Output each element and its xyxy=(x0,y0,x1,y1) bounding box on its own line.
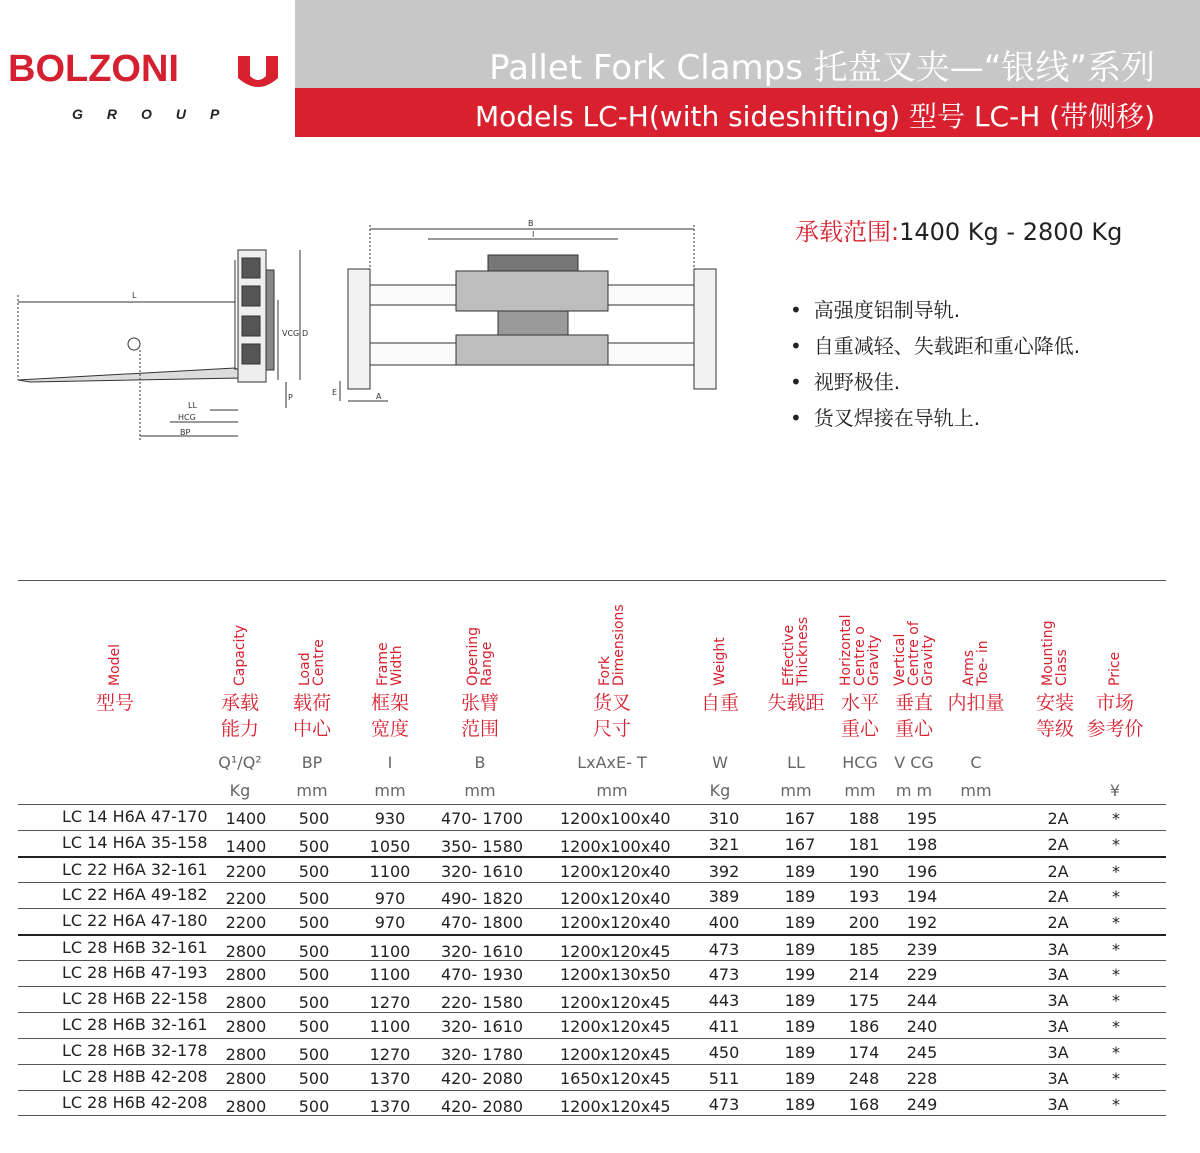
column-header-en-line: Opening xyxy=(465,626,481,686)
table-cell: 420- 2080 xyxy=(440,1069,524,1088)
table-cell: 490- 1820 xyxy=(440,889,524,908)
table-cell: 3A xyxy=(1047,1095,1069,1114)
table-cell: 470- 1800 xyxy=(440,913,524,932)
column-unit: mm xyxy=(960,781,992,800)
table-row xyxy=(18,908,1166,934)
table-cell: 245 xyxy=(906,1043,938,1062)
column-header-en xyxy=(893,586,935,686)
table-cell: 500 xyxy=(298,837,330,856)
column-header-en-line: Arms xyxy=(961,649,977,686)
column-header-cn: 失载距 xyxy=(767,692,825,714)
column-symbol: HCG xyxy=(842,753,878,772)
table-cell: 249 xyxy=(906,1095,938,1114)
table-cell: * xyxy=(1112,1069,1120,1088)
table-cell: 3A xyxy=(1047,1043,1069,1062)
table-cell: * xyxy=(1112,887,1120,906)
column-header-cn: 自重 xyxy=(700,692,739,714)
table-cell: 389 xyxy=(708,887,740,906)
table-cell: 970 xyxy=(374,913,406,932)
dim-HCG: HCG xyxy=(178,413,196,422)
table-cell: 500 xyxy=(298,809,330,828)
table-cell: 1100 xyxy=(369,965,411,984)
column-header-en-line: Mounting xyxy=(1040,620,1056,686)
table-cell: 229 xyxy=(906,965,938,984)
model-cell: LC 28 H6B 22-158 xyxy=(62,989,208,1008)
table-cell: 350- 1580 xyxy=(440,837,524,856)
table-row xyxy=(18,934,1166,960)
column-header-en-line: Thickness xyxy=(795,616,811,686)
dim-I: I xyxy=(532,230,535,239)
table-row xyxy=(18,882,1166,908)
column-header-en-line: Effective xyxy=(781,624,797,686)
table-cell: 192 xyxy=(906,913,938,932)
column-symbol: C xyxy=(970,753,982,772)
column-header-cn: 水平 重心 xyxy=(840,692,879,740)
brand-group: GROUP xyxy=(72,106,244,122)
column-unit: mm xyxy=(464,781,496,800)
model-cell: LC 28 H6B 32-161 xyxy=(62,1015,208,1034)
column-header-en xyxy=(782,586,810,686)
table-cell: 167 xyxy=(784,835,816,854)
table-cell: 511 xyxy=(708,1069,740,1088)
table-cell: 2A xyxy=(1047,862,1069,881)
table-row xyxy=(18,986,1166,1012)
side-view-drawing xyxy=(10,240,310,450)
table-cell: * xyxy=(1112,1043,1120,1062)
table-cell: 2200 xyxy=(225,862,267,881)
table-cell: * xyxy=(1112,809,1120,828)
table-cell: 189 xyxy=(784,940,816,959)
column-header-en-line: Range xyxy=(479,641,495,686)
table-row xyxy=(18,830,1166,856)
table-cell: 193 xyxy=(848,887,880,906)
table-cell: 1100 xyxy=(369,1017,411,1036)
model-cell: LC 22 H6A 47-180 xyxy=(62,911,208,930)
table-cell: 500 xyxy=(298,965,330,984)
model-cell: LC 28 H6B 47-193 xyxy=(62,963,208,982)
table-cell: 2A xyxy=(1047,835,1069,854)
table-cell: 189 xyxy=(784,1017,816,1036)
table-cell: 185 xyxy=(848,940,880,959)
model-cell: LC 14 H6A 35-158 xyxy=(62,833,208,852)
column-header-cn: 载荷 中心 xyxy=(292,692,331,740)
table-cell: 1200x100x40 xyxy=(560,837,671,856)
column-header-en-line: Toe- in xyxy=(975,640,991,686)
table-cell: 239 xyxy=(906,940,938,959)
table-cell: 2800 xyxy=(225,1097,267,1116)
column-header-cn: 货叉 尺寸 xyxy=(592,692,631,740)
model-cell: LC 22 H6A 49-182 xyxy=(62,885,208,904)
table-cell: 2200 xyxy=(225,913,267,932)
column-unit: ¥ xyxy=(1109,781,1121,800)
table-cell: 189 xyxy=(784,913,816,932)
dim-P: P xyxy=(288,393,293,402)
table-cell: 3A xyxy=(1047,1069,1069,1088)
page-title: Pallet Fork Clamps 托盘叉夹—“银线”系列 xyxy=(489,48,1155,88)
column-header-cn: 型号 xyxy=(95,692,134,714)
table-cell: 189 xyxy=(784,1095,816,1114)
column-symbol: LxAxE- T xyxy=(577,753,647,772)
table-cell: 1400 xyxy=(225,837,267,856)
column-header-cn: 张臂 范围 xyxy=(460,692,499,740)
column-unit: m m xyxy=(895,781,933,800)
column-header-en xyxy=(298,586,326,686)
column-header-cn: 框架 宽度 xyxy=(370,692,409,740)
table-cell: 2A xyxy=(1047,809,1069,828)
table-row xyxy=(18,1064,1166,1090)
table-cell: * xyxy=(1112,1095,1120,1114)
model-cell: LC 14 H6A 47-170 xyxy=(62,807,208,826)
table-row xyxy=(18,1038,1166,1064)
table-cell: 248 xyxy=(848,1069,880,1088)
column-header-en-line: Model xyxy=(107,643,123,686)
dim-E: E xyxy=(332,388,338,397)
column-symbol: I xyxy=(387,753,393,772)
column-header-cn: 内扣量 xyxy=(947,692,1005,714)
column-header-en-line: Class xyxy=(1054,649,1070,686)
table-cell: 2800 xyxy=(225,942,267,961)
table-cell: 244 xyxy=(906,991,938,1010)
column-header-en xyxy=(233,586,247,686)
feature-list xyxy=(790,292,1080,436)
column-header-en-line: Gravity xyxy=(920,634,936,686)
column-header-en xyxy=(839,586,881,686)
table-cell: 181 xyxy=(848,835,880,854)
table-cell: 450 xyxy=(708,1043,740,1062)
table-cell: 500 xyxy=(298,1045,330,1064)
table-cell: 195 xyxy=(906,809,938,828)
spec-table xyxy=(18,804,1166,1116)
column-unit: mm xyxy=(596,781,628,800)
table-cell: 500 xyxy=(298,942,330,961)
column-header-en-line: Price xyxy=(1107,651,1123,686)
column-header-cn: 市场 参考价 xyxy=(1086,692,1144,740)
column-unit: mm xyxy=(780,781,812,800)
table-cell: 470- 1930 xyxy=(440,965,524,984)
feature-item: • 视野极佳. xyxy=(790,364,1080,400)
column-header-en-line: Dimensions xyxy=(611,604,627,686)
table-cell: 240 xyxy=(906,1017,938,1036)
column-header-en xyxy=(1041,586,1069,686)
table-cell: 168 xyxy=(848,1095,880,1114)
load-range-value: 1400 Kg - 2800 Kg xyxy=(899,218,1123,246)
column-header-en-line: Frame xyxy=(375,642,391,686)
column-symbol: V CG xyxy=(894,753,934,772)
feature-item: • 高强度铝制导轨. xyxy=(790,292,1080,328)
table-cell: 190 xyxy=(848,862,880,881)
table-cell: 174 xyxy=(848,1043,880,1062)
dim-VCG: VCG xyxy=(282,329,300,338)
table-cell: 1370 xyxy=(369,1097,411,1116)
table-cell: * xyxy=(1112,913,1120,932)
column-symbol: LL xyxy=(787,753,805,772)
table-cell: 3A xyxy=(1047,991,1069,1010)
table-cell: 500 xyxy=(298,1069,330,1088)
table-cell: 196 xyxy=(906,862,938,881)
feature-item: • 货叉焊接在导轨上. xyxy=(790,400,1080,436)
column-header-en xyxy=(1108,586,1122,686)
column-unit: mm xyxy=(844,781,876,800)
table-cell: 3A xyxy=(1047,1017,1069,1036)
column-header-en-line: Centre xyxy=(311,639,327,686)
model-cell: LC 28 H8B 42-208 xyxy=(62,1067,208,1086)
table-cell: 2A xyxy=(1047,913,1069,932)
table-cell: 175 xyxy=(848,991,880,1010)
table-cell: 392 xyxy=(708,862,740,881)
page-subtitle: Models LC-H(with sideshifting) 型号 LC-H (带侧移) xyxy=(475,100,1155,133)
model-cell: LC 28 H6B 32-178 xyxy=(62,1041,208,1060)
table-cell: 189 xyxy=(784,1043,816,1062)
table-cell: 970 xyxy=(374,889,406,908)
model-cell: LC 28 H6B 42-208 xyxy=(62,1093,208,1112)
dim-BP: BP xyxy=(180,428,191,437)
dim-D: D xyxy=(302,329,309,338)
brand-name: BOLZONI xyxy=(8,48,179,90)
column-header-en-line: Centre o xyxy=(852,626,868,686)
top-view-drawing xyxy=(328,215,728,410)
table-cell: 473 xyxy=(708,1095,740,1114)
column-symbol: BP xyxy=(301,753,323,772)
table-cell: * xyxy=(1112,991,1120,1010)
table-cell: 198 xyxy=(906,835,938,854)
table-cell: 220- 1580 xyxy=(440,993,524,1012)
model-cell: LC 22 H6A 32-161 xyxy=(62,860,208,879)
load-range-label: 承载范围: xyxy=(795,218,900,246)
table-cell: 1050 xyxy=(369,837,411,856)
column-header-en-line: Centre of xyxy=(906,621,922,686)
column-symbol: Q¹/Q² xyxy=(218,753,262,772)
table-cell: 200 xyxy=(848,913,880,932)
load-range xyxy=(795,212,1122,247)
table-cell: 321 xyxy=(708,835,740,854)
table-cell: 500 xyxy=(298,862,330,881)
table-cell: 473 xyxy=(708,940,740,959)
table-cell: 3A xyxy=(1047,965,1069,984)
column-unit: Kg xyxy=(229,781,251,800)
table-cell: 1200x120x45 xyxy=(560,1045,671,1064)
brand-logo xyxy=(0,0,295,137)
table-cell: 2A xyxy=(1047,887,1069,906)
table-cell: 320- 1610 xyxy=(440,1017,524,1036)
column-header-en xyxy=(376,586,404,686)
table-cell: 500 xyxy=(298,1017,330,1036)
column-header-en-line: Horizontal xyxy=(838,614,854,686)
table-cell: 194 xyxy=(906,887,938,906)
feature-item: • 自重减轻、失载距和重心降低. xyxy=(790,328,1080,364)
table-cell: 1270 xyxy=(369,993,411,1012)
table-cell: 1200x120x45 xyxy=(560,1017,671,1036)
table-cell: * xyxy=(1112,1017,1120,1036)
table-cell: 2200 xyxy=(225,889,267,908)
table-cell: 189 xyxy=(784,862,816,881)
column-unit: mm xyxy=(374,781,406,800)
table-cell: 1200x130x50 xyxy=(560,965,671,984)
column-header-en-line: Gravity xyxy=(866,634,882,686)
table-cell: 930 xyxy=(374,809,406,828)
table-cell: 189 xyxy=(784,887,816,906)
table-cell: * xyxy=(1112,835,1120,854)
table-cell: 470- 1700 xyxy=(440,809,524,828)
column-header-en xyxy=(962,586,990,686)
table-cell: 400 xyxy=(708,913,740,932)
table-cell: * xyxy=(1112,940,1120,959)
column-header-en xyxy=(466,586,494,686)
table-cell: 188 xyxy=(848,809,880,828)
table-row xyxy=(18,856,1166,882)
column-header-en xyxy=(713,586,727,686)
table-row xyxy=(18,1090,1166,1116)
table-cell: * xyxy=(1112,965,1120,984)
table-cell: 443 xyxy=(708,991,740,1010)
table-cell: 500 xyxy=(298,889,330,908)
dim-B: B xyxy=(528,219,534,228)
table-cell: 1100 xyxy=(369,862,411,881)
dim-L: L xyxy=(132,291,137,300)
table-cell: 2800 xyxy=(225,965,267,984)
table-cell: 420- 2080 xyxy=(440,1097,524,1116)
column-header-cn: 承载 能力 xyxy=(220,692,259,740)
table-cell: 1270 xyxy=(369,1045,411,1064)
column-symbol: W xyxy=(712,753,728,772)
column-header-en-line: Load xyxy=(297,652,313,686)
table-cell: 186 xyxy=(848,1017,880,1036)
table-cell: 189 xyxy=(784,991,816,1010)
column-header-cn: 安装 等级 xyxy=(1035,692,1074,740)
bolzoni-mark-icon xyxy=(236,54,280,88)
table-cell: 214 xyxy=(848,965,880,984)
column-header-en-line: Weight xyxy=(712,637,728,686)
table-cell: 473 xyxy=(708,965,740,984)
table-cell: 500 xyxy=(298,1097,330,1116)
table-cell: 1200x120x40 xyxy=(560,889,671,908)
table-cell: 2800 xyxy=(225,1069,267,1088)
column-header-en-line: Fork xyxy=(597,656,613,686)
column-header-en xyxy=(108,586,122,686)
table-cell: 228 xyxy=(906,1069,938,1088)
table-cell: 500 xyxy=(298,993,330,1012)
dim-A: A xyxy=(376,392,382,401)
table-cell: 500 xyxy=(298,913,330,932)
table-cell: 3A xyxy=(1047,940,1069,959)
table-cell: 1100 xyxy=(369,942,411,961)
dim-LL: LL xyxy=(188,401,197,410)
column-header-cn: 垂直 重心 xyxy=(894,692,933,740)
table-cell: 320- 1610 xyxy=(440,862,524,881)
table-cell: 2800 xyxy=(225,1017,267,1036)
table-cell: 1200x120x45 xyxy=(560,993,671,1012)
table-cell: 320- 1610 xyxy=(440,942,524,961)
table-cell: 167 xyxy=(784,809,816,828)
table-cell: 1370 xyxy=(369,1069,411,1088)
table-cell: 310 xyxy=(708,809,740,828)
column-header-en xyxy=(598,586,626,686)
table-cell: 411 xyxy=(708,1017,740,1036)
column-header-en-line: Vertical xyxy=(892,633,908,686)
table-cell: 1200x100x40 xyxy=(560,809,671,828)
column-header-en-line: Width xyxy=(389,645,405,686)
table-cell: 2800 xyxy=(225,1045,267,1064)
column-unit: Kg xyxy=(709,781,731,800)
table-row xyxy=(18,804,1166,830)
table-cell: 189 xyxy=(784,1069,816,1088)
column-unit: mm xyxy=(296,781,328,800)
table-cell: 1200x120x45 xyxy=(560,942,671,961)
column-symbol: B xyxy=(474,753,486,772)
table-cell: * xyxy=(1112,862,1120,881)
table-cell: 1200x120x45 xyxy=(560,1097,671,1116)
table-cell: 1650x120x45 xyxy=(560,1069,671,1088)
table-cell: 320- 1780 xyxy=(440,1045,524,1064)
table-cell: 2800 xyxy=(225,993,267,1012)
column-header-en-line: Capacity xyxy=(232,624,248,686)
table-row xyxy=(18,960,1166,986)
table-cell: 1200x120x40 xyxy=(560,862,671,881)
table-cell: 199 xyxy=(784,965,816,984)
model-cell: LC 28 H6B 32-161 xyxy=(62,938,208,957)
table-cell: 1200x120x40 xyxy=(560,913,671,932)
table-row xyxy=(18,1012,1166,1038)
table-cell: 1400 xyxy=(225,809,267,828)
table-top-rule xyxy=(18,580,1166,581)
